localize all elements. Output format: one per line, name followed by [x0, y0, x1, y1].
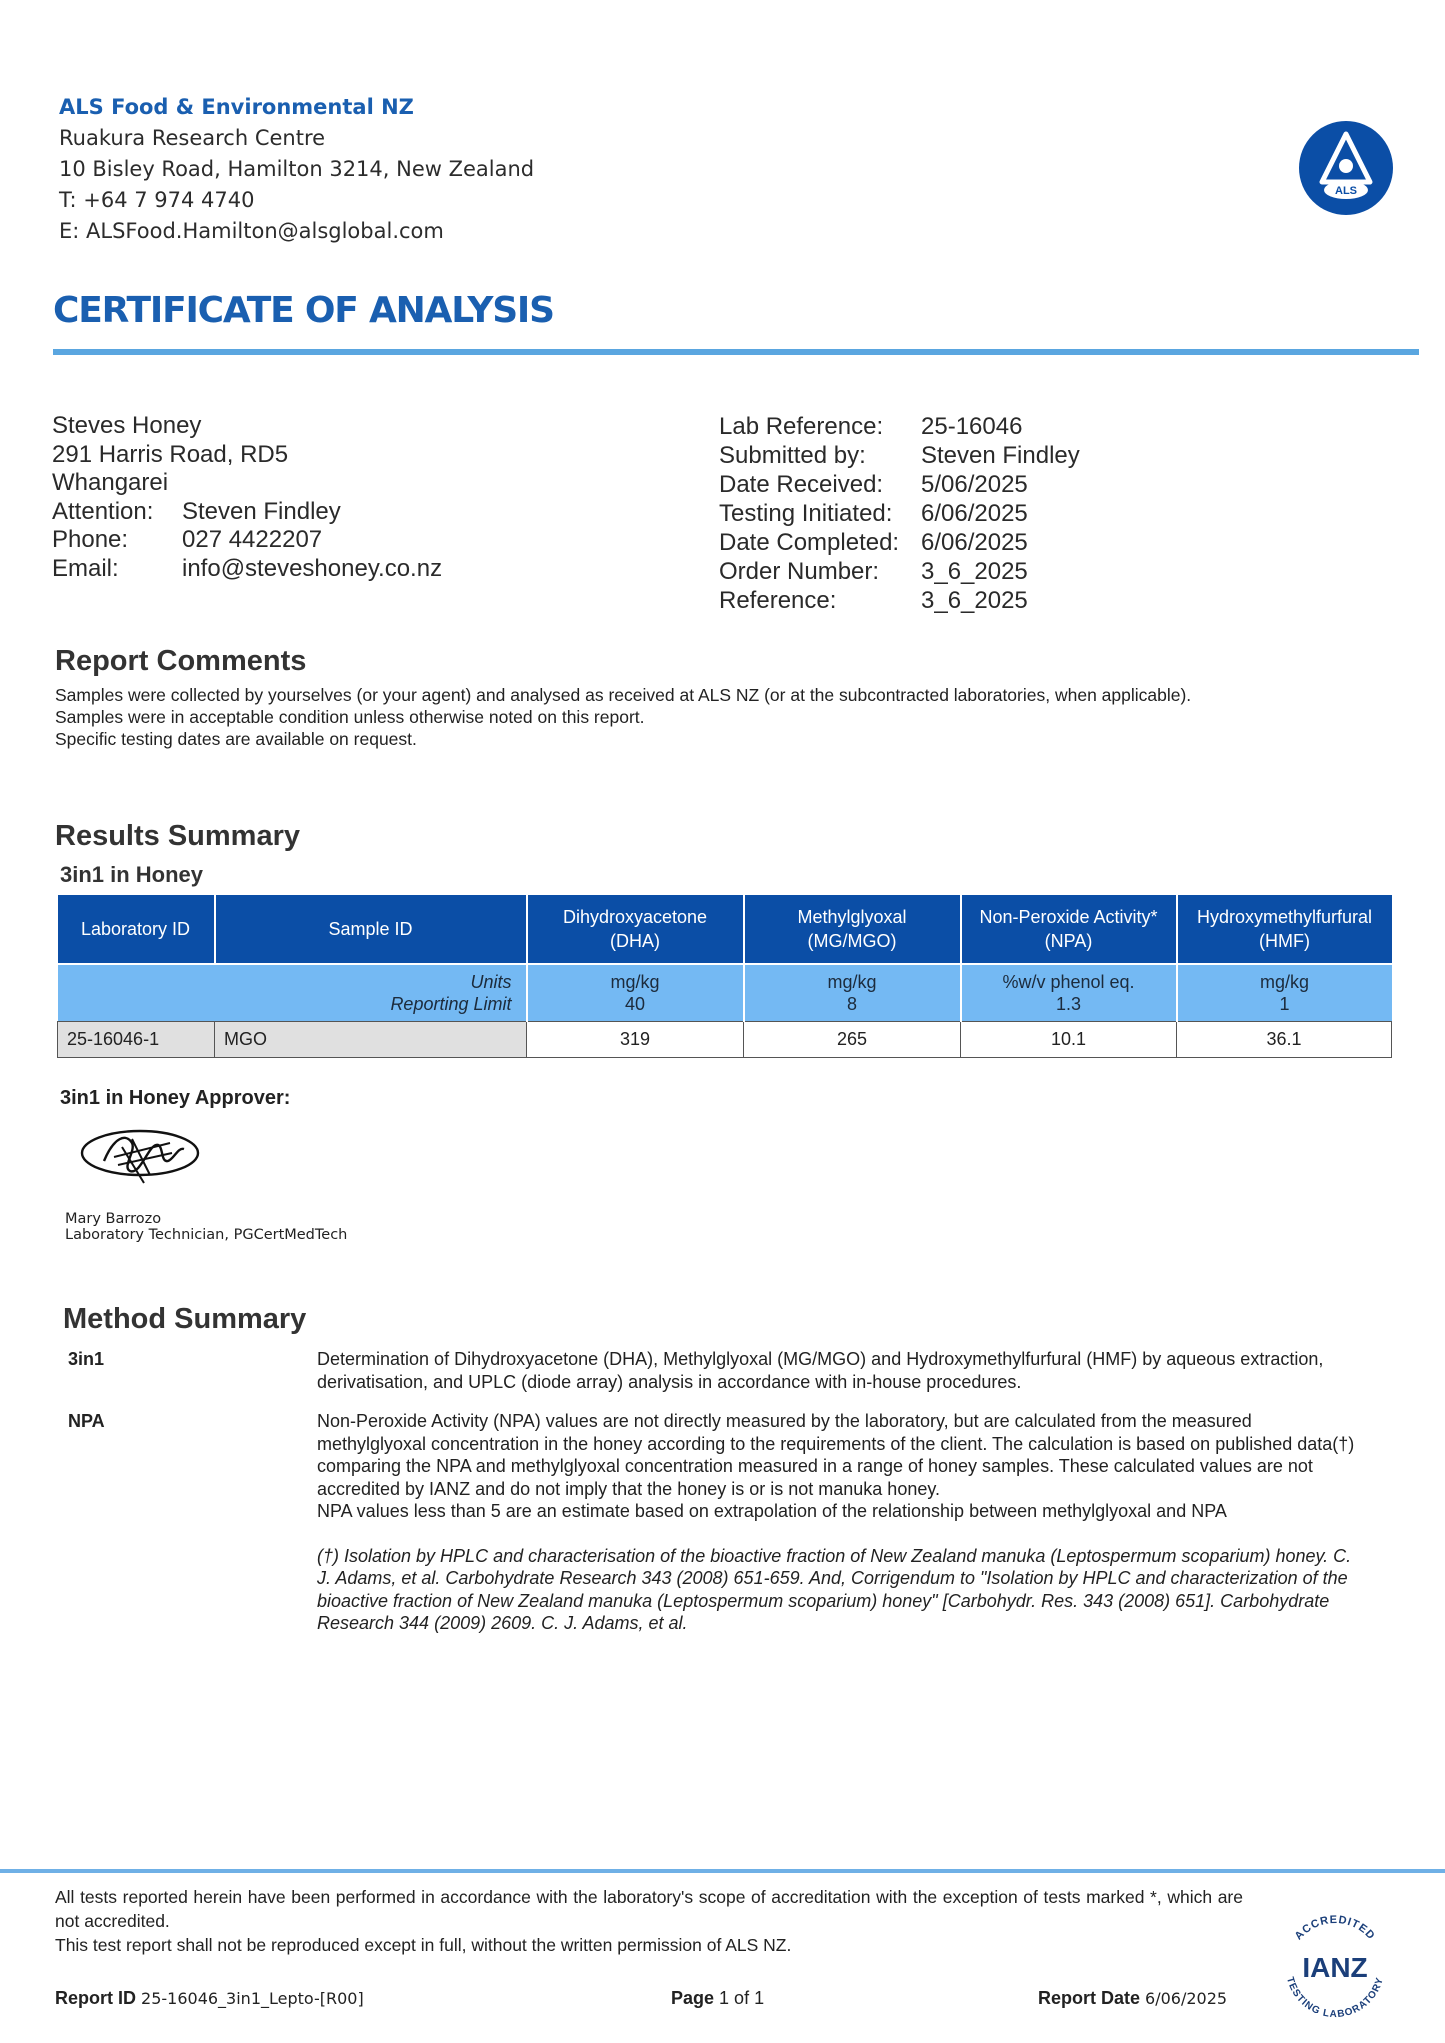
- results-subheading: 3in1 in Honey: [60, 862, 204, 887]
- report-date: Report Date 6/06/2025: [1038, 1988, 1228, 2008]
- ianz-bottom-text: TESTING LABORATORY: [1284, 1975, 1386, 2021]
- ianz-accreditation-icon: [1272, 1905, 1398, 2031]
- client-field: [52, 555, 442, 584]
- comment-line: Samples were collected by yourselves (or your agent) and analysed as received at ALS NZ (or at the subcontracted laboratories, when applicable).: [55, 685, 1192, 705]
- method-description-block: [317, 1410, 1357, 1635]
- column-header: Sample ID: [215, 895, 527, 964]
- method-heading: Method Summary: [63, 1303, 307, 1335]
- field-label: Phone:: [52, 526, 129, 553]
- column-header: Non-Peroxide Activity* (NPA): [961, 895, 1177, 964]
- field-label: Testing Initiated:: [719, 500, 893, 527]
- ianz-mark-text: IANZ: [1302, 1952, 1368, 1983]
- comment-line: Samples were in acceptable condition unless otherwise noted on this report.: [55, 707, 645, 727]
- comments-body: [55, 684, 1191, 750]
- lab-phone: T: +64 7 974 4740: [59, 188, 255, 212]
- client-name: Steves Honey: [52, 412, 202, 439]
- lab-info-block: [719, 412, 1080, 615]
- lab-info-row: [719, 499, 1080, 528]
- report-id: Report ID 25-16046_3in1_Lepto-[R00]: [55, 1988, 364, 2008]
- approver-role: Laboratory Technician, PGCertMedTech: [65, 1227, 348, 1243]
- value-cell: 10.1: [961, 1022, 1177, 1058]
- units-cell: %w/v phenol eq. 1.3: [961, 964, 1177, 1022]
- field-label: Order Number:: [719, 558, 880, 585]
- page-number: Page 1 of 1: [671, 1988, 765, 2008]
- client-address: 291 Harris Road, RD5: [52, 440, 289, 468]
- results-table: [57, 895, 1392, 1058]
- method-note: NPA values less than 5 are an estimate based on extrapolation of the relationship between methylglyoxal and NPA: [317, 1501, 1227, 1521]
- footer-disclaimer: [55, 1885, 1243, 1957]
- field-value: 25-16046: [921, 413, 1023, 440]
- approver-name: Mary Barrozo: [65, 1211, 162, 1227]
- field-value: 3_6_2025: [921, 587, 1028, 614]
- comment-line: Specific testing dates are available on request.: [55, 729, 417, 749]
- field-value: 027 4422207: [182, 526, 323, 553]
- column-header: Methylglyoxal (MG/MGO): [744, 895, 961, 964]
- units-cell: mg/kg 1: [1177, 964, 1392, 1022]
- method-description: Non-Peroxide Activity (NPA) values are not directly measured by the laboratory, but are calculated from the measured methylglyoxal concentration in the honey according to the requirements of the client. The calculation is based on published data(†) comparing the NPA and methylglyoxal concentration measured in a range of honey samples. These calculated values are not accredited by IANZ and do not imply that the honey is or is not manuka honey.: [317, 1411, 1355, 1499]
- footer-divider: [0, 1869, 1445, 1873]
- field-label: Email:: [52, 554, 119, 582]
- approver-heading: 3in1 in Honey Approver:: [60, 1087, 291, 1109]
- value-cell: 36.1: [1177, 1022, 1392, 1058]
- units-row: [58, 964, 1392, 1022]
- lab-id-cell: 25-16046-1: [58, 1022, 215, 1058]
- field-value: info@steveshoney.co.nz: [182, 554, 443, 582]
- field-label: Lab Reference:: [719, 413, 884, 440]
- table-header-row: [58, 895, 1392, 964]
- method-description: Determination of Dihydroxyacetone (DHA), Methylglyoxal (MG/MGO) and Hydroxymethylfurfural (HMF) by aqueous extraction, derivatisation, and UPLC (diode array) analysis in accordance with in-house procedures.: [317, 1349, 1324, 1392]
- lab-address-line: Ruakura Research Centre: [59, 126, 326, 150]
- field-label: Submitted by:: [719, 442, 866, 469]
- title-divider: [53, 349, 1419, 355]
- client-field: [52, 526, 442, 555]
- lab-info-row: [719, 470, 1080, 499]
- client-block: [52, 412, 442, 583]
- als-logo-text: ALS: [1335, 185, 1357, 197]
- approver-name-block: [65, 1211, 347, 1243]
- lab-address-block: [59, 92, 534, 247]
- field-value: Steven Findley: [921, 442, 1080, 469]
- field-label: Attention:: [52, 497, 154, 525]
- comments-heading: Report Comments: [55, 645, 307, 677]
- lab-email: E: ALSFood.Hamilton@alsglobal.com: [59, 219, 444, 243]
- ianz-top-text: ACCREDITED: [1292, 1913, 1378, 1943]
- signature-image: [74, 1117, 204, 1195]
- lab-name: ALS Food & Environmental NZ: [59, 95, 414, 119]
- method-reference: (†) Isolation by HPLC and characterisation of the bioactive fraction of New Zealand manuka (Leptospermum scoparium) honey. C. J. Adams, et al. Carbohydrate Research 343 (2008) 651-659. And, Corrigendum to "Isolation by HPLC and characterization of the bioactive fraction of New Zealand manuka (Leptospermum scoparium) honey" [Carbohydr. Res. 343 (2008) 651]. Carbohydrate Research 344 (2009) 2609. C. J. Adams, et al.: [317, 1545, 1352, 1633]
- column-header: Laboratory ID: [58, 895, 215, 964]
- lab-info-row: [719, 412, 1080, 441]
- accreditation-note: All tests reported herein have been performed in accordance with the laboratory's scope of accreditation with the exception of tests marked *, which are not accredited.: [55, 1887, 1243, 1931]
- method-item: [68, 1410, 1358, 1635]
- units-cell: mg/kg 8: [744, 964, 961, 1022]
- field-label: Date Completed:: [719, 529, 900, 556]
- field-label: Date Received:: [719, 471, 884, 498]
- value-cell: 265: [744, 1022, 961, 1058]
- lab-info-row: [719, 441, 1080, 470]
- results-heading: Results Summary: [55, 820, 300, 852]
- als-logo-icon: [1298, 120, 1394, 216]
- field-label: Reference:: [719, 587, 837, 614]
- method-code: 3in1: [68, 1349, 105, 1369]
- field-value: 6/06/2025: [921, 529, 1028, 556]
- client-city: Whangarei: [52, 469, 169, 496]
- field-value: 5/06/2025: [921, 471, 1028, 498]
- lab-info-row: [719, 586, 1080, 615]
- lab-info-row: [719, 528, 1080, 557]
- method-item: [68, 1348, 1358, 1393]
- page-title: CERTIFICATE OF ANALYSIS: [53, 290, 554, 331]
- value-cell: 319: [527, 1022, 744, 1058]
- lab-address-line: 10 Bisley Road, Hamilton 3214, New Zealand: [59, 157, 535, 181]
- method-code: NPA: [68, 1411, 105, 1431]
- field-value: Steven Findley: [182, 497, 341, 525]
- column-header: Dihydroxyacetone (DHA): [527, 895, 744, 964]
- client-field: [52, 498, 442, 527]
- units-label-cell: Units Reporting Limit: [58, 964, 527, 1022]
- column-header: Hydroxymethylfurfural (HMF): [1177, 895, 1392, 964]
- field-value: 6/06/2025: [921, 500, 1028, 527]
- field-value: 3_6_2025: [921, 558, 1028, 585]
- table-row: [58, 1022, 1392, 1058]
- sample-id-cell: MGO: [215, 1022, 527, 1058]
- lab-info-row: [719, 557, 1080, 586]
- units-cell: mg/kg 40: [527, 964, 744, 1022]
- reproduction-note: This test report shall not be reproduced except in full, without the written permission of ALS NZ.: [55, 1935, 792, 1955]
